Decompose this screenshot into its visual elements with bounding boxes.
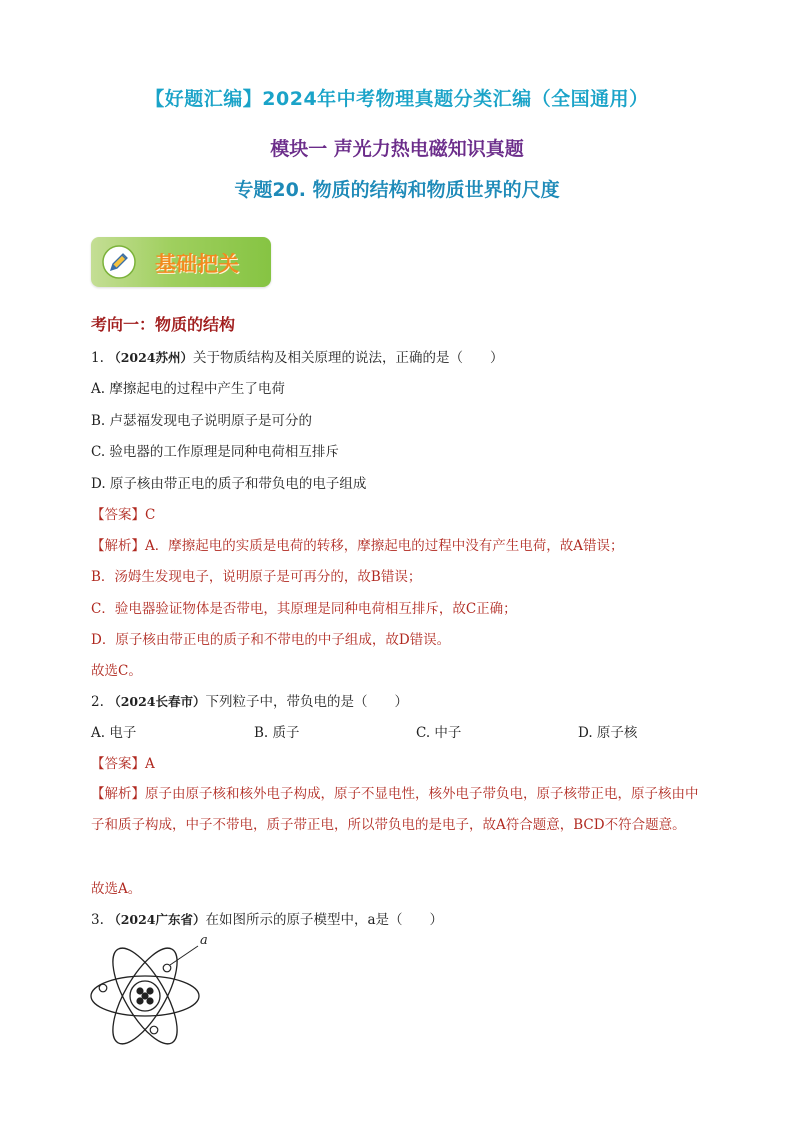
question-3-stem [91, 911, 443, 929]
question-text: 关于物质结构及相关原理的说法，正确的是（ ） [192, 350, 504, 366]
q1-option-a: A. 摩擦起电的过程中产生了电荷 [91, 381, 285, 397]
question-source: （2024苏州） [108, 350, 193, 365]
q1-analysis-line: C．验电器验证物体是否带电，其原理是同种电荷相互排斥，故C正确； [91, 601, 517, 617]
question-source: （2024长春市） [108, 694, 206, 709]
section-title: 考向一：物质的结构 [91, 315, 236, 334]
q2-option-d: D. 原子核 [578, 725, 638, 741]
badge-label: 基础把关 [155, 252, 239, 276]
module-title: 模块一 声光力热电磁知识真题 [270, 138, 524, 160]
q1-option-c: C. 验电器的工作原理是同种电荷相互排斥 [91, 444, 339, 460]
question-text: 在如图所示的原子模型中，a是（ ） [205, 912, 444, 928]
q1-analysis-line: 【解析】A．摩擦起电的实质是电荷的转移，摩擦起电的过程中没有产生电荷，故A错误； [91, 538, 624, 554]
q1-option-d: D. 原子核由带正电的质子和带负电的电子组成 [91, 476, 367, 492]
figure-label-a: a [200, 933, 208, 948]
q1-analysis-line: D．原子核由带正电的质子和不带电的中子组成，故D错误。 [91, 632, 451, 648]
pencil-icon [101, 244, 137, 280]
question-2-stem [91, 693, 408, 711]
q2-conclusion: 故选A。 [91, 881, 142, 897]
q2-option-b: B. 质子 [254, 725, 300, 741]
atom-model-figure [88, 930, 218, 1060]
electron [150, 1026, 158, 1034]
question-1-stem [91, 349, 503, 367]
question-number: 2. [91, 694, 104, 710]
question-text: 下列粒子中，带负电的是（ ） [205, 694, 408, 710]
q1-answer: 【答案】C [91, 507, 156, 523]
document-title: 【好题汇编】2024年中考物理真题分类汇编（全国通用） [145, 88, 649, 110]
q2-option-c: C. 中子 [416, 725, 462, 741]
question-source: （2024广东省） [108, 912, 206, 927]
question-number: 3. [91, 912, 104, 928]
q2-answer: 【答案】A [91, 756, 155, 772]
q1-option-b: B. 卢瑟福发现电子说明原子是可分的 [91, 413, 313, 429]
electron [163, 964, 171, 972]
topic-title: 专题20. 物质的结构和物质世界的尺度 [234, 179, 560, 201]
section-badge [91, 237, 271, 287]
label-pointer-line [170, 946, 198, 965]
question-number: 1. [91, 350, 104, 366]
electron [99, 984, 107, 992]
q2-option-a: A. 电子 [91, 725, 137, 741]
q1-conclusion: 故选C。 [91, 663, 142, 679]
q1-analysis-line: B．汤姆生发现电子，说明原子是可再分的，故B错误； [91, 569, 422, 585]
q2-analysis: 【解析】原子由原子核和核外电子构成，原子不显电性，核外电子带负电，原子核带正电，原子核由中子和质子构成，中子不带电，质子带正电，所以带负电的是电子，故A符合题意，BCD不符合题意。 [91, 786, 699, 833]
